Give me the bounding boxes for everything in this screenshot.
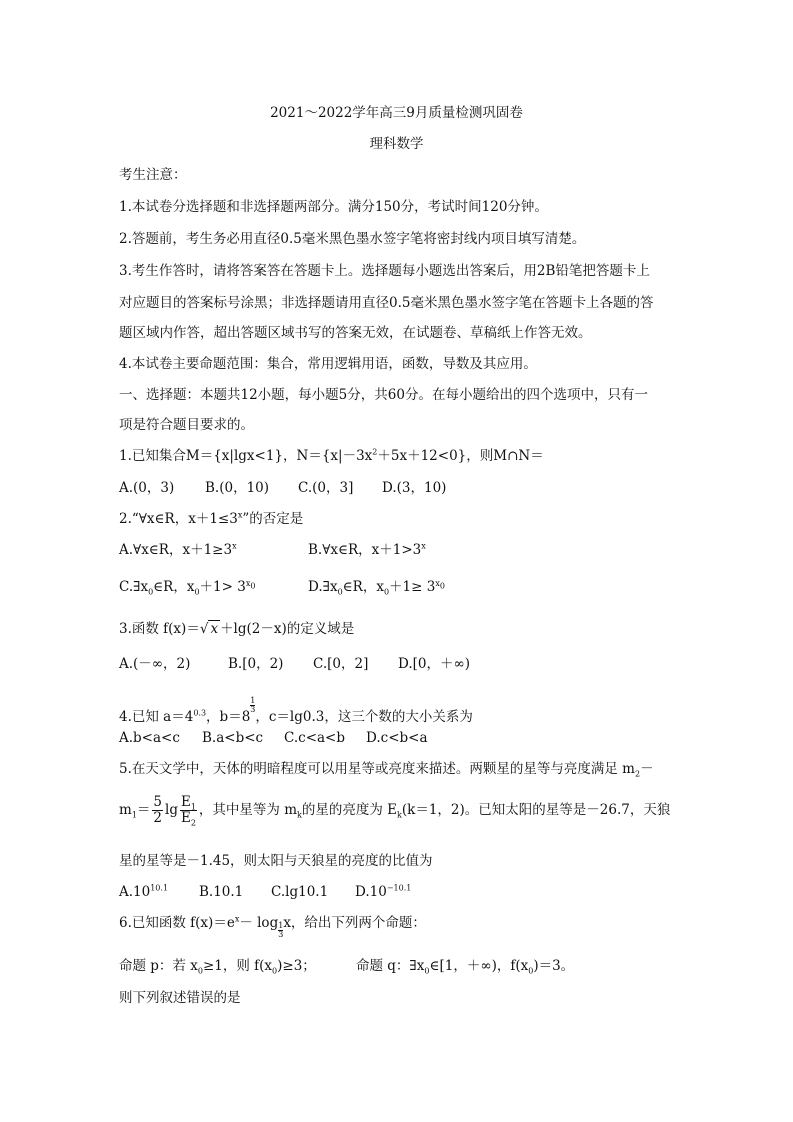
question-1: 1.已知集合M＝{x|lgx<1}，$N=\{x|-3x^2+5x+12<0\}$，则M∩N＝ [119, 447, 544, 464]
q5-text-e: (k＝1，2)。已知太阳的星等是－26.7，天狼 [401, 802, 671, 818]
q1-option-b[interactable]: B.(0，10) [205, 480, 270, 496]
q2-option-b[interactable]: B.∀x∈R，$x+1>3^x$ [308, 541, 426, 558]
q5-text-c: ，其中星等为 m [198, 802, 298, 818]
question-3 [119, 620, 354, 638]
question-5: 5.在天文学中，天体的明暗程度可以用星等或亮度来描述。两颗星的星等与亮度满足 $m_2-$ [119, 761, 654, 779]
q2-stem-end: ”的否定是 [242, 511, 304, 527]
notice-heading: 考生注意： [119, 167, 187, 183]
q5-option-b[interactable]: B.10.1 [199, 884, 244, 900]
q3-text-a: 3.函数 f(x)＝ [119, 621, 200, 637]
exponent-one-third: $\frac{1}{3}$ [250, 696, 256, 714]
exam-subject: 理科数学 [369, 136, 424, 152]
q5-m: m [119, 802, 132, 818]
q2-stem: 2.“∀x∈R，x＋1≤3 [119, 511, 238, 527]
q4-options [119, 729, 428, 747]
q6-text-b: － log [239, 915, 279, 931]
notice-item: 2.答题前，考生务必用直径0.5毫米黑色墨水签字笔将密封线内项目填写清楚。 [119, 231, 586, 247]
q6-last-line: 则下列叙述错误的是 [119, 990, 241, 1006]
q3-option-c[interactable]: C.[0，2] [313, 656, 369, 672]
sqrt-x: √ x [199, 621, 219, 637]
fraction-five-halves: $\frac{5}{2}$ [153, 794, 162, 826]
q2-option-c[interactable]: $C.\exists x_0\in R$，$x_0+1> 3^{x_0}$ [119, 578, 256, 597]
exam-title: 2021～2022学年高三9月质量检测巩固卷 [270, 105, 523, 121]
q5-option-a[interactable]: $A.10^{10.1}$ [119, 883, 169, 900]
q6-text-a: 6.已知函数 f(x)＝e [119, 915, 235, 931]
q5-line1-end: － [640, 761, 654, 777]
q4-text-c: ，c＝lg0.3，这三个数的大小关系为 [255, 709, 473, 725]
question-2: 2.“∀x∈R，$x+1\le 3^x$”的否定是 [119, 510, 304, 527]
q1-text-b: ＋5x＋12<0}，则M∩N＝ [377, 448, 544, 464]
q1-option-d[interactable]: D.(3，10) [382, 480, 447, 496]
notice-item: 3.考生作答时，请将答案答在答题卡上。选择题每小题选出答案后，用2B铅笔把答题卡上 [119, 263, 650, 279]
section-heading-cont: 项是符合题目要求的。 [119, 417, 254, 433]
notice-item: 题区域内作答，超出答题区域书写的答案无效，在试题卷、草稿纸上作答无效。 [119, 325, 592, 341]
q4-option-c[interactable]: C.c<a<b [284, 730, 346, 746]
log-base-one-third: $\frac{1}{3}$ [278, 921, 284, 939]
q5-option-c[interactable]: C.lg10.1 [271, 884, 329, 900]
q5-eq: ＝ [136, 802, 151, 818]
question-6: 6.已知函数 $f(x)=e^x- \log$ $\frac{1}{3}$ x，给出下列两个命题： [119, 914, 426, 939]
q4-option-b[interactable]: B.a<b<c [202, 730, 264, 746]
fraction-e1-e2: $\frac{E_1}{E_2}$ [180, 794, 196, 828]
q3-options [119, 655, 470, 673]
q5-formula-line: $m_1=$ $\frac{5}{2}$ lg $\frac{E_1}{E_2}$ ，其中星等为 $m_k$的星的亮度为 $E_k(k=1$，2)。已知太阳的星等是－26.7，天狼 [119, 794, 671, 828]
q3-option-a[interactable]: A.(－∞，2) [119, 656, 191, 672]
q1-options [119, 479, 446, 497]
proposition-q: 命题 q：$\exists x_0\in[1$，＋∞)，$f(x_0)=3$。 [356, 958, 575, 976]
q6-text-c: x，给出下列两个命题： [283, 915, 426, 931]
notice-item: 4.本试卷主要命题范围：集合，常用逻辑用语，函数，导数及其应用。 [119, 356, 537, 372]
q2-options-row2 [119, 578, 445, 596]
notice-item: 对应题目的答案标号涂黑；非选择题请用直径0.5毫米黑色墨水签字笔在答题卡上各题的答 [119, 295, 654, 311]
q5-line1: 5.在天文学中，天体的明暗程度可以用星等或亮度来描述。两颗星的星等与亮度满足 m [119, 761, 635, 777]
q5-line3: 星的星等是－1.45，则太阳与天狼星的亮度的比值为 [119, 853, 433, 869]
q4-text-a: 4.已知 a＝4 [119, 709, 194, 725]
q4-option-a[interactable]: A.b<a<c [119, 730, 180, 746]
q2-options-row1 [119, 541, 426, 559]
question-4: 4.已知 $a=4^{0.3}$，b＝8 $\frac{1}{3}$ ，c＝lg0.3，这三个数的大小关系为 [119, 696, 473, 725]
q6-propositions [119, 957, 574, 975]
q4-option-d[interactable]: D.c<b<a [366, 730, 428, 746]
notice-item: 1.本试卷分选择题和非选择题两部分。满分150分，考试时间120分钟。 [119, 199, 548, 215]
q2-option-a[interactable]: A.∀x∈R，$x+1\ge 3^x$ [119, 541, 237, 558]
q1-option-c[interactable]: C.(0，3] [298, 480, 354, 496]
q5-option-d[interactable]: $D.10^{-10.1}$ [355, 883, 412, 900]
q3-text-b: ＋lg(2－x)的定义域是 [220, 621, 355, 637]
q3-option-d[interactable]: D.[0，＋∞) [398, 656, 471, 672]
q2-option-d[interactable]: $D.\exists x_0\in R$，$x_0+1\ge 3^{x_0}$ [308, 578, 445, 597]
q5-text-d: 的星的亮度为 E [301, 802, 398, 818]
q5-options [119, 883, 411, 901]
q1-text-a: 1.已知集合M＝{x|lgx<1}，N＝{x|－3x [119, 448, 373, 464]
q4-text-b: ，b＝8 [206, 709, 251, 725]
section-heading: 一、选择题：本题共12小题，每小题5分，共60分。在每小题给出的四个选项中，只有一 [119, 387, 648, 403]
q3-option-b[interactable]: B.[0，2) [228, 656, 284, 672]
q1-option-a[interactable]: A.(0，3) [119, 480, 175, 496]
proposition-p: 命题 p：若 $x_0\ge 1$，则 $f(x_0)\ge 3$； [119, 958, 316, 976]
